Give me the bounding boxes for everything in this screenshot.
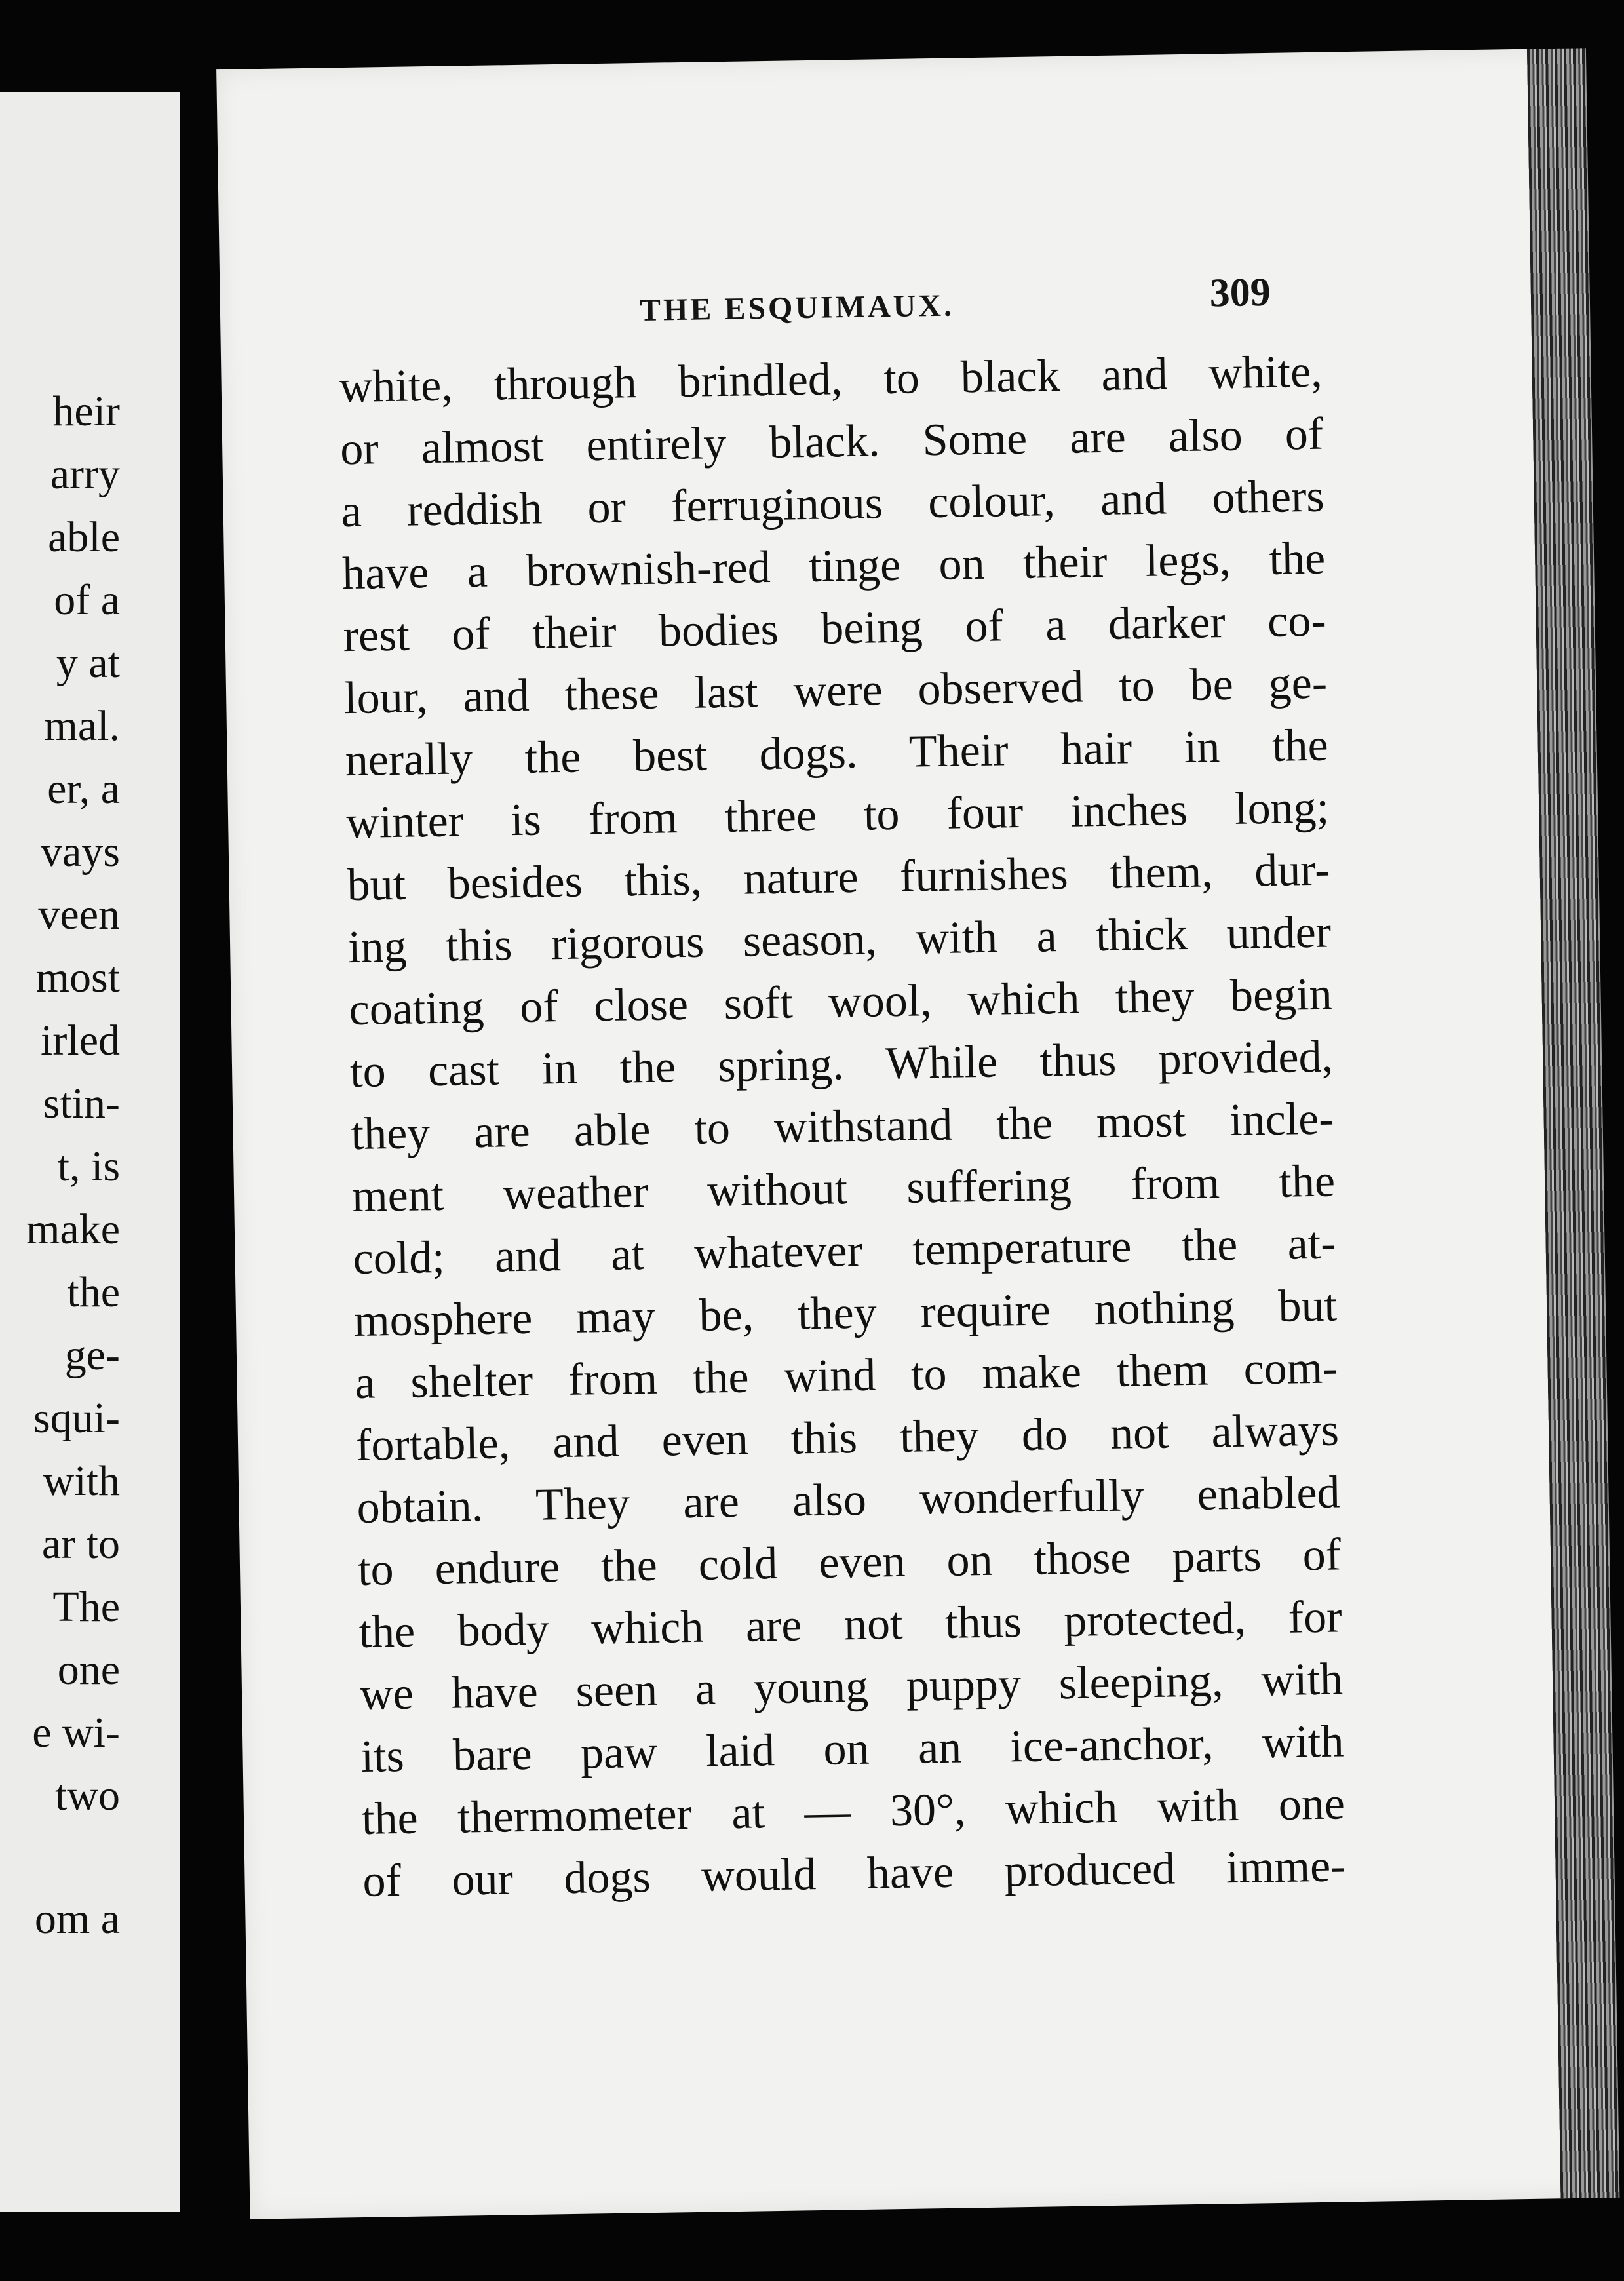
left-line: of a [54,576,120,624]
text-line: the body which are not thus protected, for [358,1591,1343,1658]
left-line: with [43,1457,120,1505]
left-line: The [52,1583,120,1631]
left-line: y at [56,639,120,687]
text-line: nerally the best dogs. Their hair in the [345,720,1329,787]
left-line: one [57,1646,120,1694]
left-line: mal. [44,702,120,750]
text-line: ing this rigorous season, with a thick under [347,907,1332,973]
text-line: coating of close soft wool, which they begin [349,969,1333,1036]
left-line: irled [41,1017,120,1064]
page-number: 309 [1209,269,1271,316]
left-line: squi- [33,1394,120,1442]
left-line: er, a [47,765,120,813]
text-line: cold; and at whatever temperature the at- [353,1218,1337,1285]
text-line: have a brownish-red tinge on their legs, the [341,533,1326,600]
text-line: ment weather without suffering from the [351,1156,1336,1222]
text-line: to cast in the spring. While thus provided, [349,1031,1334,1098]
left-line: heir [52,387,120,435]
text-line: a reddish or ferruginous colour, and others [341,471,1325,537]
text-line: or almost entirely black. Some are also of [339,408,1324,475]
left-line: ge- [64,1331,120,1379]
left-line: two [55,1772,120,1820]
text-line: rest of their bodies being of a darker co- [343,595,1327,662]
text-line: its bare paw laid on an ice-anchor, with [360,1716,1345,1782]
text-line: fortable, and even this they do not always [355,1405,1340,1472]
text-line: the thermometer at — 30°, which with one [361,1778,1345,1844]
page-edge [1527,48,1620,2198]
text-line: obtain. They are also wonderfully enabled [357,1467,1341,1533]
left-page [0,92,180,2212]
text-line: winter is from three to four inches long; [345,782,1330,849]
text-line: to endure the cold even on those parts of [357,1529,1342,1595]
text-line: lour, and these last were observed to be ge- [343,657,1328,724]
text-line: they are able to withstand the most incle- [351,1093,1335,1160]
left-line: om a [34,1895,120,1943]
left-line: make [26,1205,120,1253]
left-line: able [48,513,120,561]
text-line: white, through brindled, to black and white, [339,346,1323,413]
running-head: THE ESQUIMAUX. [639,288,955,328]
left-line: e wi- [32,1709,120,1757]
left-line: vays [41,828,120,876]
left-line: arry [50,450,120,498]
left-line: most [35,954,120,1002]
left-page-text [26,380,120,1952]
left-line: the [67,1268,120,1316]
left-line: t, is [57,1142,120,1190]
text-line: but besides this, nature furnishes them, dur- [347,844,1331,911]
text-line: of our dogs would have produced imme- [362,1841,1346,1907]
right-page [216,49,1593,2219]
body-text [339,341,1346,1913]
left-line: ar to [41,1520,120,1568]
left-line: stin- [43,1080,120,1127]
text-line: a shelter from the wind to make them com- [355,1342,1339,1409]
text-line: mosphere may be, they require nothing but [353,1280,1338,1347]
text-line: we have seen a young puppy sleeping, with [359,1654,1344,1720]
left-line: veen [38,891,120,939]
